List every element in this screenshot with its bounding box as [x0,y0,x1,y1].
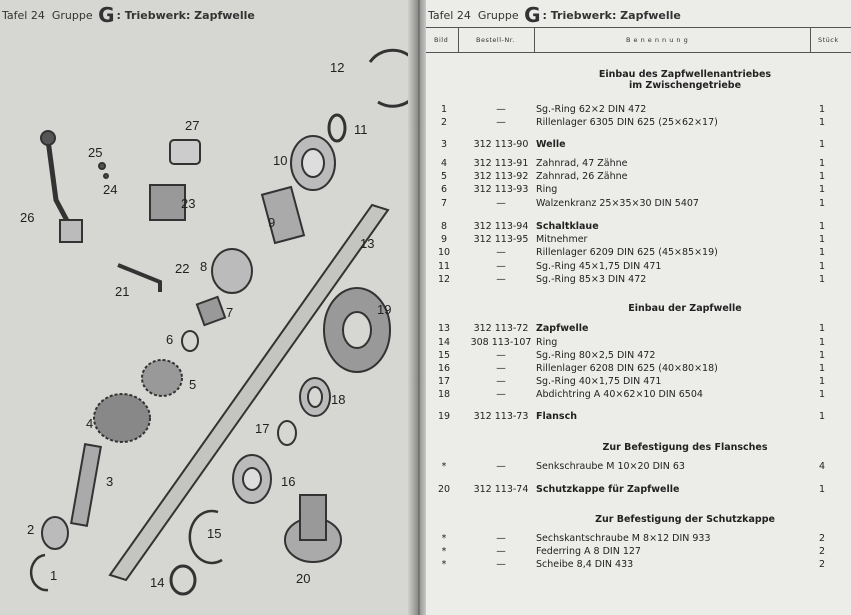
cell-stueck: 1 [818,139,826,150]
cell-bestell-nr: — [496,198,506,209]
callout-23: 23 [181,196,196,211]
callout-11: 11 [354,122,368,137]
cell-bestell-nr: 312 113-92 [473,171,529,182]
part-2-bearing [42,517,68,549]
cell-bild: 16 [437,363,451,374]
callout-2: 2 [27,522,35,537]
part-7-roller-ring [197,297,225,325]
cell-stueck: 1 [818,274,826,285]
callout-15: 15 [207,526,222,541]
header-top-rule [426,27,851,28]
left-page [0,0,414,615]
col-header-bestell-nr: Bestell-Nr. [476,36,515,44]
cell-benennung: Zapfwelle [536,323,589,334]
cell-bestell-nr: 312 113-74 [473,484,529,495]
cell-benennung: Sg.-Ring 40×1,75 DIN 471 [536,376,662,387]
cell-stueck: 1 [818,411,826,422]
callout-3: 3 [106,474,114,489]
col-header-benennung: B e n e n n u n g [626,36,689,44]
cell-stueck: 1 [818,234,826,245]
callout-26: 26 [20,210,35,225]
cell-benennung: Sg.-Ring 45×1,75 DIN 471 [536,261,662,272]
cell-bild: 8 [440,221,448,232]
cell-bestell-nr: — [496,376,506,387]
cell-bild: 7 [440,198,448,209]
table-row [426,234,851,246]
callout-12: 12 [330,60,345,75]
cell-benennung: Mitnehmer [536,234,588,245]
table-row [426,411,851,423]
part-25-pin [99,163,105,169]
gruppe-letter: G [98,3,115,27]
cell-bestell-nr: — [496,389,506,400]
section-title: Zur Befestigung des Flansches [602,442,768,453]
page-title: : Triebwerk: Zapfwelle [116,9,255,22]
part-27-plate [170,140,200,164]
table-row [426,363,851,375]
cell-bestell-nr: 312 113-72 [473,323,529,334]
cell-bestell-nr: — [496,117,506,128]
cell-bestell-nr: — [496,350,506,361]
cell-bestell-nr: — [496,261,506,272]
part-3-shaft [71,444,101,526]
cell-bild: 4 [440,158,448,169]
cell-bild: 3 [440,139,448,150]
col-header-bild: Bild [434,36,449,44]
cell-bestell-nr: 312 113-94 [473,221,529,232]
cell-stueck: 1 [818,389,826,400]
section-title: Zur Befestigung der Schutzkappe [595,514,775,525]
tafel-label: Tafel 24 [2,9,45,22]
cell-stueck: 2 [818,559,826,570]
gruppe-label: Gruppe [477,9,519,22]
section-title: Einbau des Zapfwellenantriebes im Zwischengetriebe [598,69,772,91]
cell-bild: 20 [437,484,451,495]
cell-stueck: 1 [818,158,826,169]
cell-benennung: Sechskantschraube M 8×12 DIN 933 [536,533,711,544]
cell-benennung: Zahnrad, 47 Zähne [536,158,628,169]
cell-bild: * [441,546,447,557]
cell-bild: 18 [437,389,451,400]
cell-benennung: Sg.-Ring 62×2 DIN 472 [536,104,647,115]
tafel-label: Tafel 24 [428,9,471,22]
callout-7: 7 [226,305,234,320]
cell-bestell-nr: — [496,104,506,115]
cell-bild: 2 [440,117,448,128]
cell-bestell-nr: 308 113-107 [470,337,532,348]
right-page-header [428,3,681,27]
cell-bild: 15 [437,350,451,361]
cell-bild: 14 [437,337,451,348]
cell-stueck: 2 [818,533,826,544]
table-row [426,484,851,496]
cell-stueck: 1 [818,171,826,182]
table-row [426,221,851,233]
cell-stueck: 4 [818,461,826,472]
cell-benennung: Abdichtring A 40×62×10 DIN 6504 [536,389,703,400]
col-header-stueck: Stück [818,36,839,44]
cell-bild: 5 [440,171,448,182]
cell-stueck: 2 [818,546,826,557]
page-title: : Triebwerk: Zapfwelle [542,9,681,22]
table-row [426,323,851,335]
callout-14: 14 [150,575,165,590]
callout-13: 13 [360,236,375,251]
cell-bestell-nr: — [496,546,506,557]
right-page [426,0,851,615]
cell-stueck: 1 [818,184,826,195]
cell-stueck: 1 [818,376,826,387]
table-row [426,350,851,362]
cell-stueck: 1 [818,104,826,115]
cell-benennung: Flansch [536,411,577,422]
callout-25: 25 [88,145,103,160]
exploded-view-illustration [0,0,414,615]
table-row [426,247,851,259]
cell-stueck: 1 [818,484,826,495]
cell-bestell-nr: 312 113-93 [473,184,529,195]
cell-bestell-nr: — [496,363,506,374]
table-row [426,117,851,129]
cell-benennung: Scheibe 8,4 DIN 433 [536,559,634,570]
callout-20: 20 [296,571,311,586]
cell-benennung: Walzenkranz 25×35×30 DIN 5407 [536,198,699,209]
table-row [426,171,851,183]
cell-bild: 19 [437,411,451,422]
part-8-clutch [212,249,252,293]
callout-21: 21 [115,284,130,299]
cell-bestell-nr: — [496,559,506,570]
cell-bild: 10 [437,247,451,258]
cell-benennung: Zahnrad, 26 Zähne [536,171,628,182]
cell-benennung: Rillenlager 6209 DIN 625 (45×85×19) [536,247,718,258]
cell-stueck: 1 [818,117,826,128]
cell-bild: * [441,533,447,544]
table-row [426,139,851,151]
cell-bestell-nr: 312 113-90 [473,139,529,150]
callout-24: 24 [103,182,118,197]
cell-benennung: Schutzkappe für Zapfwelle [536,484,680,495]
part-26-lever [48,140,72,230]
callout-22: 22 [175,261,190,276]
gruppe-letter: G [524,3,541,27]
callout-1: 1 [50,568,58,583]
cell-bestell-nr: 312 113-91 [473,158,529,169]
cell-benennung: Sg.-Ring 85×3 DIN 472 [536,274,647,285]
callout-8: 8 [200,259,208,274]
part-23-fork [150,185,185,220]
cell-stueck: 1 [818,323,826,334]
cell-bild: 13 [437,323,451,334]
part-5-gear [142,360,182,396]
callout-19: 19 [377,302,392,317]
gruppe-label: Gruppe [51,9,93,22]
cell-bestell-nr: — [496,247,506,258]
table-row [426,376,851,388]
cell-benennung: Rillenlager 6305 DIN 625 (25×62×17) [536,117,718,128]
callout-6: 6 [166,332,174,347]
cell-stueck: 1 [818,363,826,374]
table-row [426,337,851,349]
part-1-snap-ring [31,555,48,590]
cell-bestell-nr: — [496,533,506,544]
cell-bild: 6 [440,184,448,195]
cell-bild: 1 [440,104,448,115]
cell-stueck: 1 [818,221,826,232]
callout-10: 10 [273,153,288,168]
part-17-ring [278,421,296,445]
cell-stueck: 1 [818,337,826,348]
table-row [426,274,851,286]
cell-bild: 11 [437,261,451,272]
table-row [426,198,851,210]
part-11-ring [329,115,345,141]
cell-benennung: Welle [536,139,566,150]
callout-18: 18 [331,392,346,407]
callout-17: 17 [255,421,270,436]
callout-27: 27 [185,118,200,133]
cell-benennung: Rillenlager 6208 DIN 625 (40×80×18) [536,363,718,374]
cell-stueck: 1 [818,247,826,258]
part-4-gear [94,394,150,442]
cell-bild: 9 [440,234,448,245]
table-row [426,184,851,196]
cell-benennung: Ring [536,184,558,195]
cell-bestell-nr: 312 113-73 [473,411,529,422]
cell-stueck: 1 [818,350,826,361]
cell-benennung: Federring A 8 DIN 127 [536,546,641,557]
table-row [426,261,851,273]
cell-benennung: Sg.-Ring 80×2,5 DIN 472 [536,350,656,361]
cell-benennung: Schaltklaue [536,221,599,232]
cell-bild: * [441,461,447,472]
table-row [426,559,851,571]
cell-bild: 12 [437,274,451,285]
table-row [426,546,851,558]
cell-bestell-nr: 312 113-95 [473,234,529,245]
table-row [426,158,851,170]
cell-benennung: Senkschraube M 10×20 DIN 63 [536,461,685,472]
cell-stueck: 1 [818,198,826,209]
cell-bestell-nr: — [496,274,506,285]
part-6-ring [182,331,198,351]
cell-benennung: Ring [536,337,558,348]
cell-stueck: 1 [818,261,826,272]
callout-9: 9 [268,215,276,230]
cell-bild: 17 [437,376,451,387]
callout-4: 4 [86,416,94,431]
callout-16: 16 [281,474,296,489]
table-row [426,533,851,545]
section-title: Einbau der Zapfwelle [628,303,742,314]
part-24-ball [104,174,108,178]
header-bottom-rule [426,52,851,53]
part-14-ring [171,566,195,594]
callout-5: 5 [189,377,197,392]
cell-bestell-nr: — [496,461,506,472]
cell-bild: * [441,559,447,570]
table-row [426,461,851,473]
table-row [426,389,851,401]
table-row [426,104,851,116]
